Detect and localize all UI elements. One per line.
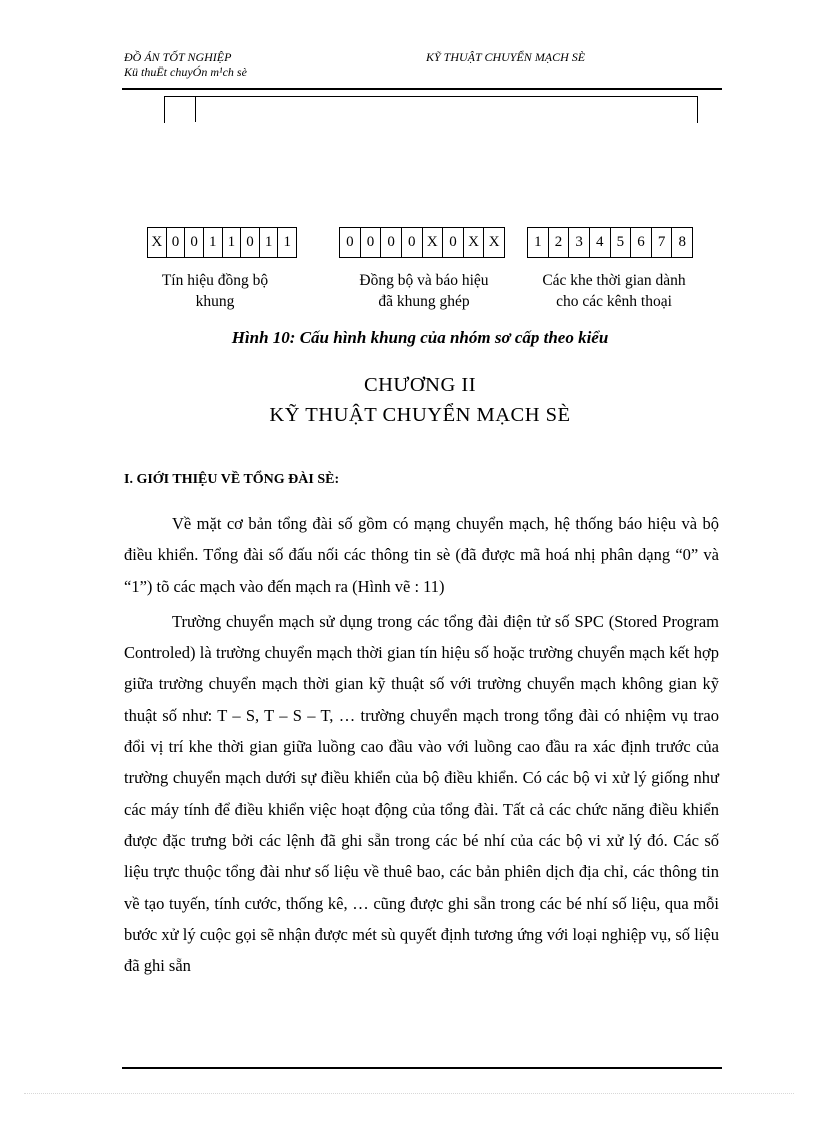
chapter-title: KỸ THUẬT CHUYỂN MẠCH SÈ [269, 404, 571, 426]
bit-cell: X [148, 228, 167, 257]
caption-line: cho các kênh thoại [556, 293, 672, 310]
bit-cell: 6 [631, 228, 652, 257]
header-divider [122, 88, 722, 90]
bit-cell: X [488, 234, 500, 250]
caption-signaling [334, 270, 514, 312]
caption-timeslots [524, 270, 704, 312]
bit-cell: 0 [241, 228, 260, 257]
bit-cell: 1 [283, 234, 291, 250]
page-edge-dotline [24, 1093, 794, 1094]
bit-cell: 5 [611, 228, 632, 257]
chapter-number: CHƯƠNG II [363, 374, 477, 396]
bit-cell: X [423, 228, 444, 257]
section-heading: I. GIỚI THIỆU VỀ TỔNG ĐÀI SÈ: [124, 472, 340, 487]
bit-cell: 0 [361, 228, 382, 257]
caption-line: Tín hiệu đồng bộ [161, 272, 269, 289]
bit-cell: 1 [528, 228, 549, 257]
caption-line: đã khung ghép [378, 293, 470, 310]
bit-cell: 0 [340, 228, 361, 257]
bit-cell: 8 [678, 234, 686, 250]
bit-cell: 7 [652, 228, 673, 257]
figure-title: Hình 10: Cấu hình khung của nhóm sơ cấp theo kiểu [231, 328, 609, 347]
bit-cell: X [464, 228, 485, 257]
bit-group-signaling [339, 227, 505, 258]
caption-line: khung [195, 293, 235, 310]
caption-line: Đồng bộ và báo hiệu [359, 272, 489, 289]
caption-sync [125, 270, 305, 312]
bit-cell: 3 [569, 228, 590, 257]
header-left [124, 50, 247, 80]
bit-cell: 2 [549, 228, 570, 257]
caption-line: Các khe thời gian dành [542, 272, 686, 289]
body-text [124, 508, 719, 981]
bit-cell: 0 [381, 228, 402, 257]
header-title: KỸ THUẬT CHUYỂN MẠCH SÈ [426, 50, 586, 64]
footer-divider [122, 1067, 722, 1069]
bit-cell: 4 [590, 228, 611, 257]
bit-group-timeslots [527, 227, 693, 258]
bit-cell: 1 [260, 228, 279, 257]
bit-cell: 0 [443, 228, 464, 257]
header-project-label: ĐỒ ÁN TỐT NGHIỆP [124, 50, 232, 64]
bit-cell: 0 [167, 228, 186, 257]
bit-cell: 0 [402, 228, 423, 257]
paragraph: Về mặt cơ bản tổng đài số gồm có mạng chuyển mạch, hệ thống báo hiệu và bộ điều khiển. Tổng đài số đấu nối các thông tin sè (đã được mã hoá nhị phân dạng “0” và “1”) tõ các mạch vào đến mạch ra (Hình vẽ : 11) [124, 514, 719, 596]
bit-cell: 1 [223, 228, 242, 257]
bit-cell: 0 [185, 228, 204, 257]
bit-group-sync [147, 227, 297, 258]
header-subject-label: Kü thuËt chuyÓn m¹ch sè [124, 65, 247, 79]
bit-cell: 1 [204, 228, 223, 257]
paragraph: Trường chuyển mạch sử dụng trong các tổng đài điện tử số SPC (Stored Program Controled) là trường chuyển mạch thời gian tín hiệu số hoặc trường chuyển mạch kết hợp giữa trường chuyển mạch thời gian kỹ thuật số với trường chuyển mạch không gian kỹ thuật số như: T – S, T – S – T, … trường chuyển mạch trong tổng đài có nhiệm vụ trao đổi vị trí khe thời gian giữa luồng cao đầu vào với luồng cao đầu ra xác định trước của trường chuyển mạch dưới sự điều khiển của bộ điều khiển. Có các bộ vi xử lý giống như các máy tính để điều khiển việc hoạt động của tổng đài. Tất cả các chức năng điều khiển được đặc trưng bởi các lệnh đã ghi sẵn trong các bé nhí của các bộ vi xử lý đó. Các số liệu trực thuộc tổng đài như số liệu về thuê bao, các bản phiên dịch địa chỉ, các thông tin về tạo tuyến, tính cước, thống kê, … cũng được ghi sẵn trong các bé nhí số liệu, qua mỗi bước xử lý cuộc gọi sẽ nhận được mét sù quyết định tương ứng với loại nghiệp vụ, số liệu đã ghi sẵn [124, 611, 719, 976]
frame-diagram-top [164, 96, 698, 123]
frame-diagram-divider [195, 96, 196, 122]
